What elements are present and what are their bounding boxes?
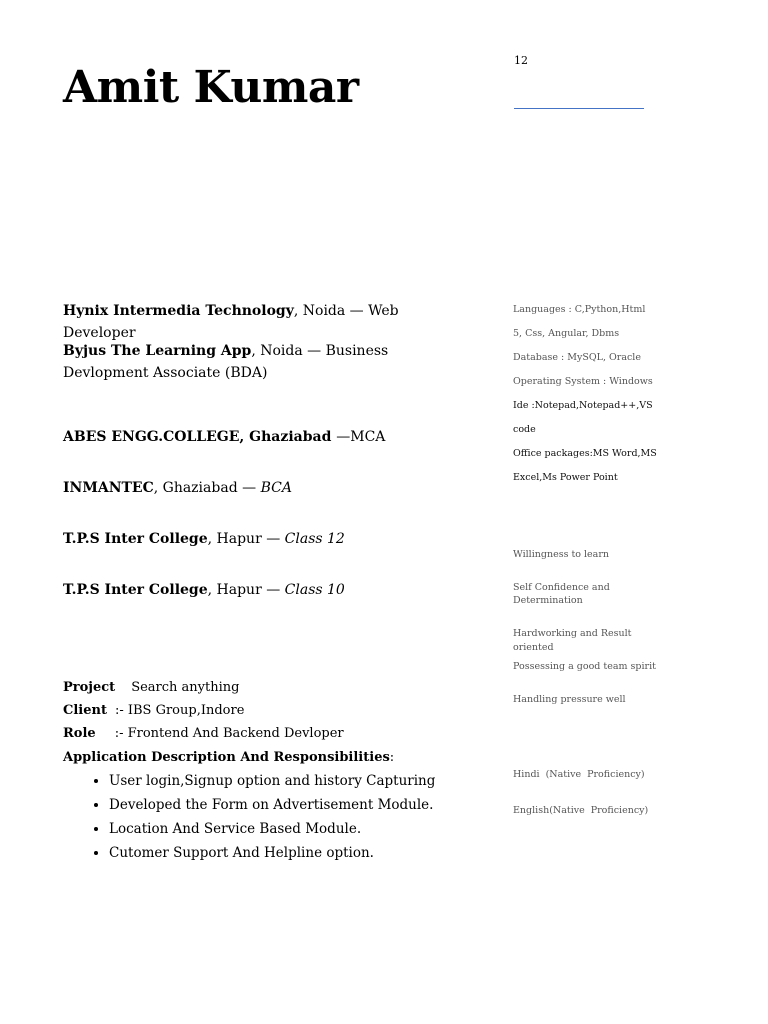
education-degree: Class 12 [284,531,345,547]
skill-office: Office packages:MS Word,MS [513,448,657,459]
education-item: INMANTEC, Ghaziabad — BCA [63,480,292,496]
page-number: 12 [514,54,528,67]
client-value: :- IBS Group,Indore [114,703,245,718]
strength-item: Handling pressure well [513,694,626,705]
education-item: T.P.S Inter College, Hapur — Class 12 [63,531,345,547]
role-value: :- Frontend And Backend Devloper [114,726,344,741]
skill-os: Operating System : Windows [513,376,653,387]
strength-item: Willingness to learn [513,549,610,560]
list-item: • Cutomer Support And Helpline option. [109,841,509,865]
experience-detail: , Noida — Business Devlopment Associate (BDA) [63,343,389,381]
strength-item: Self Confidence and Determination [513,582,610,606]
project-value: Search anything [131,680,240,695]
client-label: Client [63,703,107,718]
language-item: English(Native Proficiency) [513,805,649,816]
skill-ide: Ide :Notepad,Notepad++,VS [513,400,653,411]
responsibilities-list [63,769,509,865]
skill-languages-cont: 5, Css, Angular, Dbms [513,328,620,339]
experience-org: Hynix Intermedia Technology [63,303,294,319]
experience-item [63,340,453,384]
education-org: T.P.S Inter College [63,582,208,598]
list-item: • User login,Signup option and history Capturing [109,769,509,793]
strength-item: Hardworking and Result oriented [513,628,632,653]
education-degree: Class 10 [284,582,345,598]
experience-org: Byjus The Learning App [63,343,252,359]
description-label: Application Description And Responsibilities [63,750,390,765]
education-org: ABES ENGG.COLLEGE, Ghaziabad [63,429,337,445]
list-item: • Location And Service Based Module. [109,817,509,841]
skill-languages: Languages : C,Python,Html [513,304,646,315]
skill-ide-cont: code [513,424,536,435]
education-org: INMANTEC [63,480,154,496]
language-item: Hindi (Native Proficiency) [513,769,645,780]
description-heading: Application Description And Responsibilities: [63,750,395,765]
role-label: Role [63,726,96,741]
project-label: Project [63,680,116,695]
skill-office-cont: Excel,Ms Power Point [513,472,618,483]
role-line [63,722,344,745]
education-degree: MCA [350,429,386,445]
client-line [63,699,244,722]
education-item: T.P.S Inter College, Hapur — Class 10 [63,582,345,598]
skill-database: Database : MySQL, Oracle [513,352,641,363]
experience-item [63,300,463,344]
education-org: T.P.S Inter College [63,531,208,547]
strength-item: Possessing a good team spirit [513,661,656,672]
experience-detail: , Noida — Web Developer [63,303,399,341]
candidate-name: Amit Kumar [63,62,359,113]
list-item: • Developed the Form on Advertisement Module. [109,793,509,817]
link-underline [514,108,644,109]
education-item: ABES ENGG.COLLEGE, Ghaziabad —MCA [63,429,386,445]
project-line [63,676,239,699]
education-degree: BCA [260,480,292,496]
